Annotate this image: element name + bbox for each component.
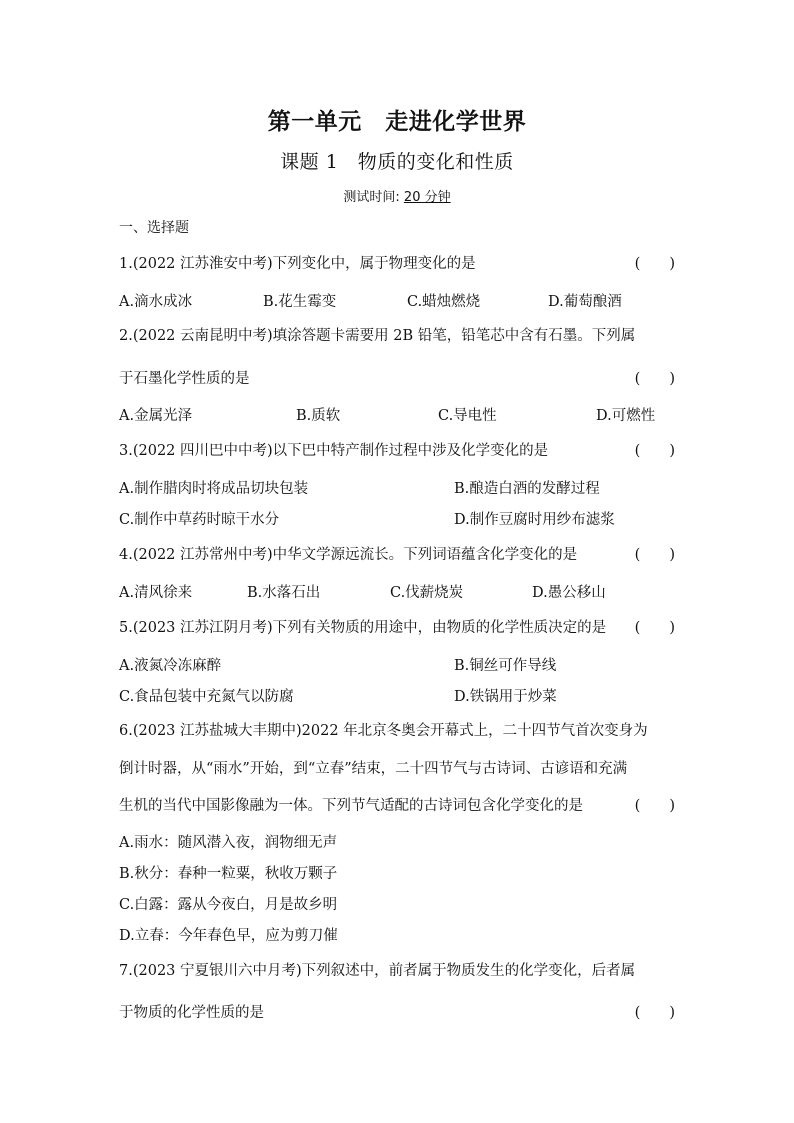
question-7-line-2: 于物质的化学性质的是 [119,1005,264,1021]
question-2-stem-line-2 [119,369,675,389]
question-2-option-b: B.质软 [296,408,341,424]
question-5-line-1: 5.(2023 江苏江阴月考)下列有关物质的用途中，由物质的化学性质决定的是 [119,620,607,636]
question-7-stem-line-2 [119,1003,675,1023]
question-2-option-c: C.导电性 [438,408,497,424]
question-1-line-1: 1.(2022 江苏淮安中考)下列变化中，属于物理变化的是 [119,256,476,272]
question-3-option-d: D.制作豆腐时用纱布滤浆 [454,512,615,528]
question-1-option-a: A.滴水成冰 [119,294,193,310]
question-4-option-a: A.清风徐来 [119,585,193,601]
question-1-answer-blank: ( ) [634,256,675,272]
question-7-line-1: 7.(2023 宁夏银川六中月考)下列叙述中，前者属于物质发生的化学变化，后者属 [119,963,636,979]
question-7-answer-blank: ( ) [634,1005,675,1021]
unit-title: 第一单元 走进化学世界 [267,109,527,135]
question-6-stem-line-2 [119,759,675,779]
question-4-option-b: B.水落石出 [247,585,321,601]
test-time-label: 测试时间: [343,190,400,205]
question-6-stem-line-3 [119,796,675,816]
question-6-line-1: 6.(2023 江苏盐城大丰期中)2022 年北京冬奥会开幕式上，二十四节气首次变身为 [119,723,648,739]
question-4-answer-blank: ( ) [634,547,675,563]
question-7-stem-line-1 [119,961,675,981]
question-1-option-b: B.花生霉变 [263,294,337,310]
question-6-line-3: 生机的当代中国影像融为一体。下列节气适配的古诗词包含化学变化的是 [119,798,583,814]
test-time [0,186,794,205]
question-2-option-a: A.金属光泽 [119,408,193,424]
question-5-answer-blank: ( ) [634,620,675,636]
question-4-line-1: 4.(2022 江苏常州中考)中华文学源远流长。下列词语蕴含化学变化的是 [119,547,578,563]
question-5-option-c: C.食品包装中充氮气以防腐 [119,689,294,705]
question-6-option-d: D.立春：今年春色早，应为剪刀催 [119,928,338,944]
question-6-answer-blank: ( ) [634,798,675,814]
question-2-option-d: D.可燃性 [596,408,656,424]
question-6-option-a: A.雨水：随风潜入夜，润物细无声 [119,835,338,851]
question-1-stem [119,254,675,274]
question-4-option-d: D.愚公移山 [532,585,606,601]
question-6-option-c: C.白露：露从今夜白，月是故乡明 [119,897,338,913]
question-5-option-d: D.铁锅用于炒菜 [454,689,557,705]
question-2-line-2: 于石墨化学性质的是 [119,371,250,387]
question-3-answer-blank: ( ) [634,443,675,459]
question-1-option-c: C.蜡烛燃烧 [407,294,481,310]
question-6-line-2: 倒计时器，从“雨水”开始，到“立春”结束，二十四节气与古诗词、古谚语和充满 [119,761,628,777]
question-5-stem [119,618,675,638]
test-time-value: 20 分钟 [403,190,451,205]
question-6-option-b: B.秋分：春种一粒粟，秋收万颗子 [119,866,338,882]
section-title: 一、选择题 [119,220,189,236]
question-2-line-1: 2.(2022 云南昆明中考)填涂答题卡需要用 2B 铅笔，铅笔芯中含有石墨。下列属 [119,328,636,344]
question-2-stem-line-1 [119,326,675,346]
question-5-option-a: A.液氮冷冻麻醉 [119,658,222,674]
question-2-answer-blank: ( ) [634,371,675,387]
lesson-title: 课题 1 物质的变化和性质 [280,151,514,173]
question-5-option-b: B.铜丝可作导线 [454,658,557,674]
question-1-option-d: D.葡萄酿酒 [548,294,622,310]
question-3-option-b: B.酿造白酒的发酵过程 [454,481,600,497]
question-3-line-1: 3.(2022 四川巴中中考)以下巴中特产制作过程中涉及化学变化的是 [119,443,549,459]
question-4-option-c: C.伐薪烧炭 [390,585,464,601]
question-3-option-a: A.制作腊肉时将成品切块包装 [119,481,309,497]
question-3-stem [119,441,675,461]
question-4-stem [119,545,675,565]
question-3-option-c: C.制作中草药时晾干水分 [119,512,280,528]
question-6-stem-line-1 [119,721,675,741]
